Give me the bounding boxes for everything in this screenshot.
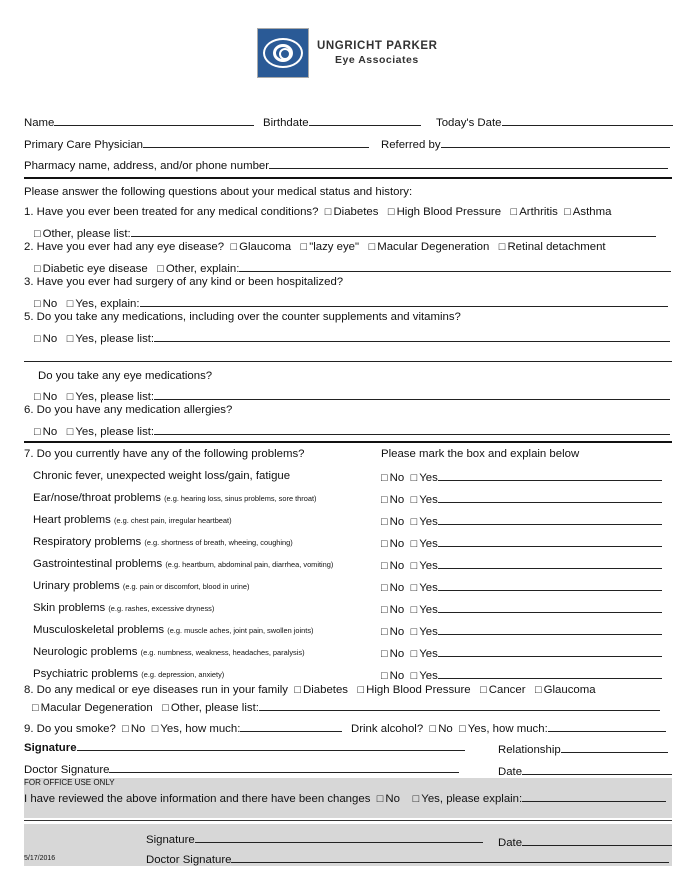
q6-list-field[interactable]: [154, 424, 670, 435]
problem-examples: (e.g. shortness of breath, wheeing, coughing): [144, 538, 293, 547]
problem-explain-field[interactable]: [438, 602, 662, 613]
problem-explain-field[interactable]: [438, 470, 662, 481]
divider: [24, 177, 672, 179]
checkbox[interactable]: □: [429, 723, 437, 735]
checkbox[interactable]: □: [66, 426, 74, 438]
checkbox[interactable]: □: [410, 472, 418, 484]
checkbox[interactable]: □: [410, 648, 418, 660]
checkbox[interactable]: □: [410, 516, 418, 528]
q9-row: 9. Do you smoke? □ No □ Yes, how much:: [24, 721, 342, 735]
q7-label: 7. Do you currently have any of the following problems?: [24, 448, 305, 460]
checkbox[interactable]: □: [381, 648, 388, 660]
date-field[interactable]: [522, 764, 672, 775]
checkbox[interactable]: □: [376, 793, 384, 805]
q5-label: 5. Do you take any medications, including over the counter supplements and vitamins?: [24, 311, 461, 323]
q7-problem-row: Chronic fever, unexpected weight loss/gain, fatigue □ No □ Yes: [24, 470, 672, 486]
q3-label: 3. Have you ever had surgery of any kind or been hospitalized?: [24, 276, 344, 288]
checkbox[interactable]: □: [510, 206, 518, 218]
q7-problem-row: Urinary problems (e.g. pain or discomfort, blood in urine) □ No □ Yes: [24, 580, 672, 596]
checkbox[interactable]: □: [480, 684, 487, 696]
checkbox[interactable]: □: [294, 684, 302, 696]
q5-list-line[interactable]: [24, 361, 672, 362]
checkbox[interactable]: □: [381, 538, 388, 550]
problem-explain-field[interactable]: [438, 580, 662, 591]
q2-row: 2. Have you ever had any eye disease? □ Glaucoma □ "lazy eye" □ Macular Degeneration □ Retinal detachment: [24, 241, 606, 253]
q7-problem-row: Neurologic problems (e.g. numbness, weakness, headaches, paralysis) □ No □ Yes: [24, 646, 672, 662]
q7-problem-row: Ear/nose/throat problems (e.g. hearing loss, sinus problems, sore throat) □ No □ Yes: [24, 492, 672, 508]
checkbox[interactable]: □: [381, 582, 388, 594]
q1-other-field[interactable]: [131, 226, 656, 237]
checkbox[interactable]: □: [381, 626, 388, 638]
problem-explain-field[interactable]: [438, 514, 662, 525]
checkbox[interactable]: □: [410, 494, 418, 506]
office-explain-line[interactable]: [24, 820, 672, 821]
q7-problem-row: Respiratory problems (e.g. shortness of breath, wheeing, coughing) □ No □ Yes: [24, 536, 672, 552]
brand-name: UNGRICHT PARKER: [317, 40, 438, 52]
name-row: Name: [24, 115, 254, 129]
checkbox[interactable]: □: [381, 604, 388, 616]
checkbox[interactable]: □: [459, 723, 466, 735]
q7-problem-row: Skin problems (e.g. rashes, excessive dryness) □ No □ Yes: [24, 602, 672, 618]
birthdate-field[interactable]: [309, 115, 421, 126]
problem-explain-field[interactable]: [438, 668, 662, 679]
checkbox[interactable]: □: [410, 538, 418, 550]
problem-examples: (e.g. muscle aches, joint pain, swollen joints): [167, 626, 314, 635]
brand-subtitle: Eye Associates: [335, 54, 419, 66]
office-title: FOR OFFICE USE ONLY: [24, 778, 115, 787]
checkbox[interactable]: □: [357, 684, 365, 696]
checkbox[interactable]: □: [381, 560, 388, 572]
problem-examples: (e.g. depression, anxiety): [141, 670, 225, 679]
checkbox[interactable]: □: [34, 263, 41, 275]
office-date-field[interactable]: [522, 835, 672, 846]
checkbox[interactable]: □: [162, 702, 169, 714]
problem-examples: (e.g. chest pain, irregular heartbeat): [114, 516, 232, 525]
checkbox[interactable]: □: [122, 723, 129, 735]
referred-by-field[interactable]: [441, 137, 670, 148]
problem-name: Musculoskeletal problems: [33, 624, 165, 636]
checkbox[interactable]: □: [381, 516, 388, 528]
checkbox[interactable]: □: [34, 426, 41, 438]
problem-name: Chronic fever, unexpected weight loss/gain, fatigue: [33, 470, 291, 482]
problem-examples: (e.g. rashes, excessive dryness): [108, 604, 215, 613]
checkbox[interactable]: □: [410, 626, 418, 638]
checkbox[interactable]: □: [535, 684, 542, 696]
q5b-label: Do you take any eye medications?: [38, 370, 213, 382]
q3-explain-field[interactable]: [140, 296, 668, 307]
checkbox[interactable]: □: [498, 241, 506, 253]
divider: [24, 441, 672, 443]
problem-explain-field[interactable]: [438, 558, 662, 569]
office-doctor-signature-field[interactable]: [231, 852, 669, 863]
pcp-field[interactable]: [143, 137, 369, 148]
q2-other-field[interactable]: [239, 261, 671, 272]
checkbox[interactable]: □: [381, 494, 388, 506]
checkbox[interactable]: □: [32, 702, 39, 714]
checkbox[interactable]: □: [151, 723, 159, 735]
checkbox[interactable]: □: [324, 206, 332, 218]
problem-name: Ear/nose/throat problems: [33, 492, 161, 504]
checkbox[interactable]: □: [410, 582, 418, 594]
doctor-signature-field[interactable]: [109, 762, 459, 773]
checkbox[interactable]: □: [564, 206, 571, 218]
drink-amount-field[interactable]: [548, 721, 666, 732]
q8-row: 8. Do any medical or eye diseases run in your family □ Diabetes □ High Blood Pressure □ Cancer □ Glaucoma: [24, 684, 596, 696]
q1-row: 1. Have you ever been treated for any medical conditions? □ Diabetes □ High Blood Pressure □ Arthritis □ Asthma: [24, 206, 612, 218]
checkbox[interactable]: □: [34, 228, 41, 240]
logo-mark: [257, 28, 309, 78]
problem-name: Urinary problems: [33, 580, 120, 592]
checkbox[interactable]: □: [410, 604, 418, 616]
checkbox[interactable]: □: [157, 263, 164, 275]
smoke-amount-field[interactable]: [240, 721, 342, 732]
checkbox[interactable]: □: [34, 298, 41, 310]
problem-name: Respiratory problems: [33, 536, 142, 548]
checkbox[interactable]: □: [34, 333, 41, 345]
checkbox[interactable]: □: [387, 206, 395, 218]
q5-list-field[interactable]: [154, 331, 670, 342]
checkbox[interactable]: □: [66, 391, 74, 403]
intro-text: Please answer the following questions about your medical status and history:: [24, 186, 413, 198]
problem-examples: (e.g. hearing loss, sinus problems, sore throat): [164, 494, 317, 503]
checkbox[interactable]: □: [34, 391, 41, 403]
checkbox[interactable]: □: [381, 670, 388, 682]
name-field[interactable]: [54, 115, 254, 126]
problem-examples: (e.g. pain or discomfort, blood in urine): [122, 582, 250, 591]
problem-name: Psychiatric problems: [33, 668, 139, 680]
pharmacy-field[interactable]: [269, 158, 668, 169]
q7-problem-row: Musculoskeletal problems (e.g. muscle aches, joint pain, swollen joints) □ No □ Yes: [24, 624, 672, 640]
checkbox[interactable]: □: [66, 333, 74, 345]
checkbox[interactable]: □: [230, 241, 238, 253]
q6-label: 6. Do you have any medication allergies?: [24, 404, 233, 416]
problem-explain-field[interactable]: [438, 646, 662, 657]
signature-field[interactable]: [77, 740, 465, 751]
problem-explain-field[interactable]: [438, 492, 662, 503]
problem-examples: (e.g. numbness, weakness, headaches, paralysis): [140, 648, 305, 657]
problem-name: Neurologic problems: [33, 646, 138, 658]
problem-name: Heart problems: [33, 514, 111, 526]
office-explain-field[interactable]: [522, 791, 666, 802]
problem-explain-field[interactable]: [438, 624, 662, 635]
q8-other-field[interactable]: [259, 700, 660, 711]
checkbox[interactable]: □: [412, 793, 420, 805]
checkbox[interactable]: □: [410, 560, 418, 572]
q7-problem-row: Gastrointestinal problems (e.g. heartburn, abdominal pain, diarrhea, vomiting) □ No □ Yes: [24, 558, 672, 574]
problem-name: Gastrointestinal problems: [33, 558, 163, 570]
checkbox[interactable]: □: [300, 241, 308, 253]
checkbox[interactable]: □: [368, 241, 376, 253]
q5b-list-field[interactable]: [154, 389, 670, 400]
checkbox[interactable]: □: [410, 670, 418, 682]
relationship-field[interactable]: [561, 742, 668, 753]
form-date: 5/17/2016: [24, 855, 56, 862]
checkbox[interactable]: □: [381, 472, 388, 484]
checkbox[interactable]: □: [66, 298, 74, 310]
problem-explain-field[interactable]: [438, 536, 662, 547]
q7-problem-row: Psychiatric problems (e.g. depression, anxiety) □ No □ Yes: [24, 668, 672, 684]
problem-name: Skin problems: [33, 602, 106, 614]
todays-date-field[interactable]: [502, 115, 673, 126]
q7-problem-row: Heart problems (e.g. chest pain, irregular heartbeat) □ No □ Yes: [24, 514, 672, 530]
q7-instruction: Please mark the box and explain below: [381, 448, 580, 460]
problem-examples: (e.g. heartburn, abdominal pain, diarrhea, vomiting): [165, 560, 334, 569]
office-signature-field[interactable]: [195, 832, 483, 843]
